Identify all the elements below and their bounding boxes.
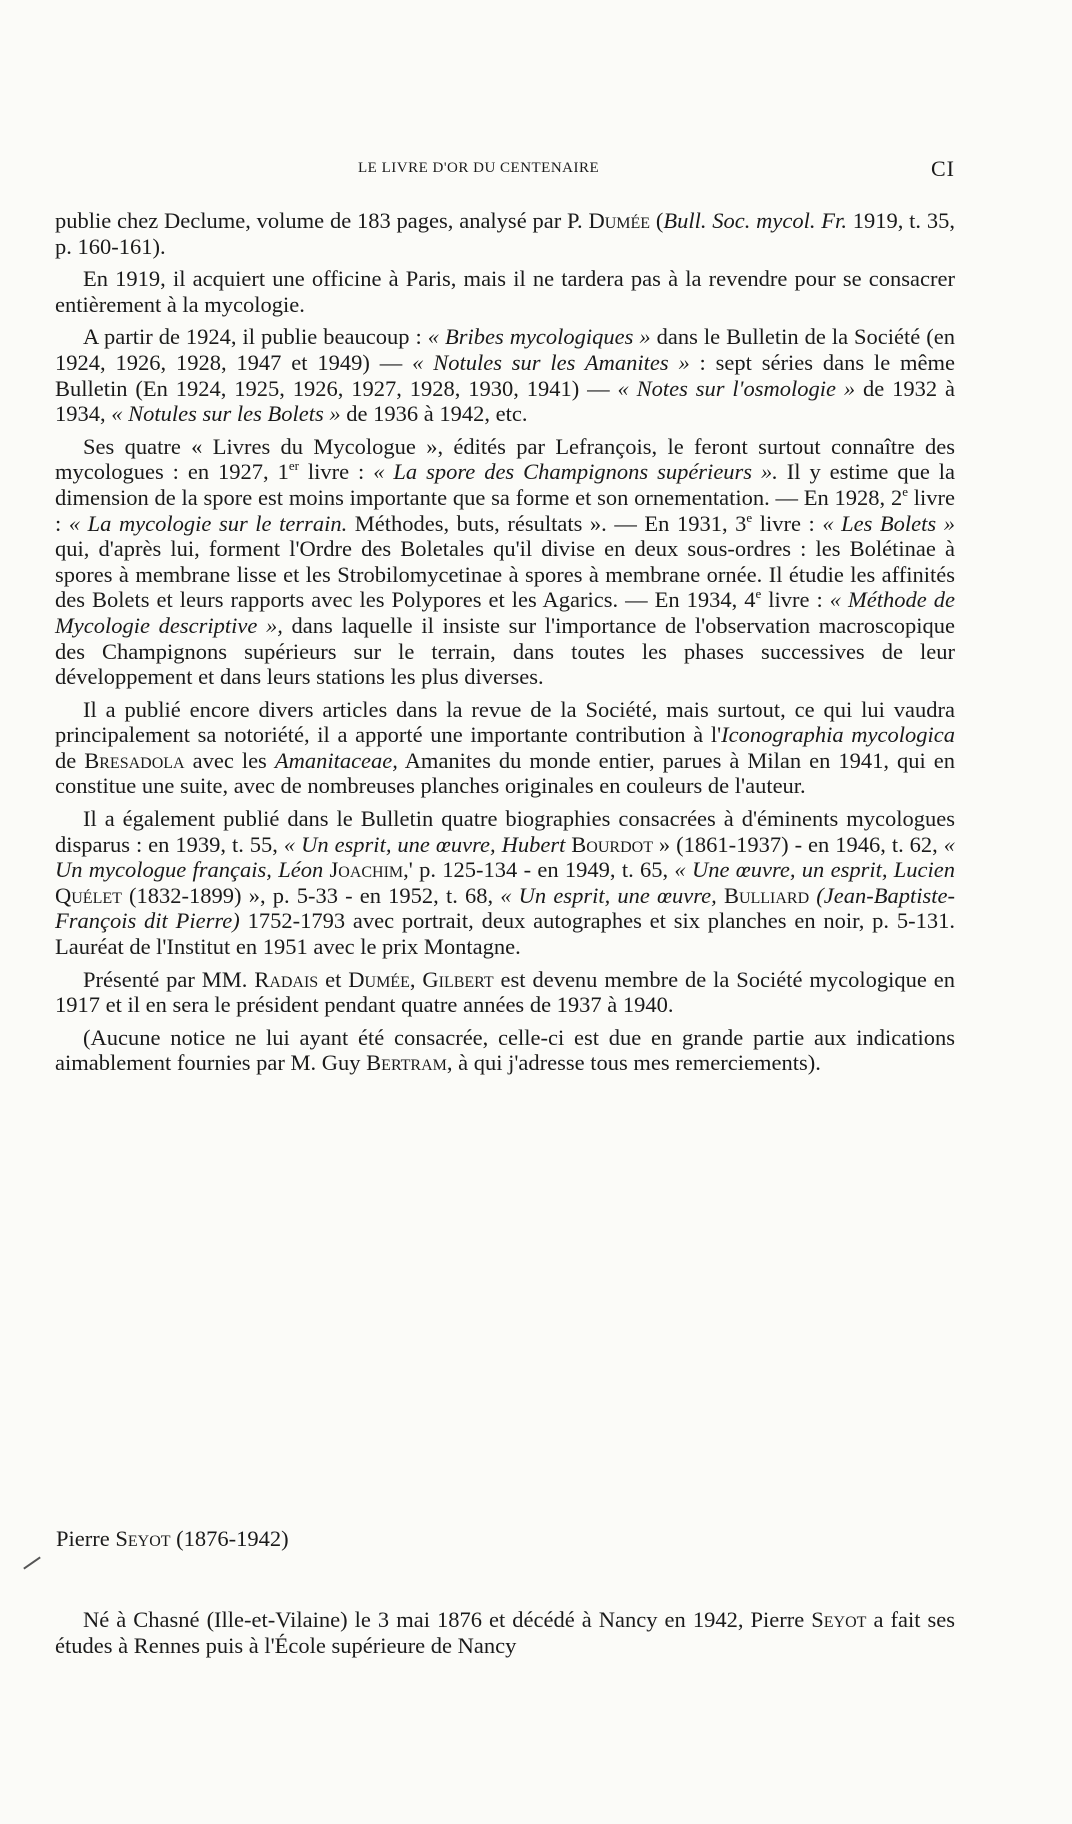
paragraph-1: publie chez Declume, volume de 183 pages, analysé par P. Dumée (Bull. Soc. mycol. Fr. 1919, t. 35, p. 160-161). [55,208,955,259]
author-name: Quélet [55,882,122,908]
author-name: Seyot [811,1607,867,1632]
margin-pencil-mark [23,1556,41,1569]
paragraph-3: A partir de 1924, il publie beaucoup : « Bribes mycologiques » dans le Bulletin de la Société (en 1924, 1926, 1928, 1947 et 1949) — « Notules sur les Amanites » : sept séries dans le même Bulletin (En 1924, 1925, 1926, 1927, 1928, 1930, 1941) — « Notes sur l'osmologie » de 1932 à 1934, « Notules sur les Bolets » de 1936 à 1942, etc. [55,324,956,427]
paragraph-8: (Aucune notice ne lui ayant été consacrée, celle-ci est due en grande partie aux indications aimablement fournies par M. Guy Bertram, à qui j'adresse tous mes remerciements). [55,1024,955,1076]
paragraph-5: Il a publié encore divers articles dans la revue de la Société, mais surtout, ce qui lui vaudra principalement sa notoriété, il a apporté une importante contribution à l'Iconographia mycologica de Bresadola avec les Amanitaceae, Amanites du monde entier, parues à Milan en 1941, qui en constitue une suite, avec de nombreuses planches originales en couleurs de l'auteur. [55,696,955,799]
body-text [55,208,955,1083]
author-name: Radais [254,966,319,992]
paragraph-4: Ses quatre « Livres du Mycologue », édités par Lefrançois, le feront surtout connaître des mycologues : en 1927, 1er livre : « La spore des Champignons supérieurs ». Il y estime que la dimension de la spore est moins importante que sa forme et son ornementation. — En 1928, 2e livre : « La mycologie sur le terrain. Méthodes, buts, résultats ». — En 1931, 3e livre : « Les Bolets » qui, d'après lui, forment l'Ordre des Boletales qu'il divise en deux sous-ordres : les Bolétinae à spores à membrane lisse et les Strobilomycetinae à spores à membrane ornée. Il étudie les affinités des Bolets et leurs rapports avec les Polypores et les Agarics. — En 1934, 4e livre : « Méthode de Mycologie descriptive », dans laquelle il insiste sur l'importance de l'observation macroscopique des Champignons supérieurs sur le terrain, dans toutes les phases successives de leur développement et dans leurs stations les plus diverses. [55,433,956,690]
section-body [55,1607,955,1659]
author-name: Dumée [588,208,651,233]
page-number: CI [931,156,955,181]
author-name: Seyot [115,1526,171,1551]
author-name: Bertram [366,1050,447,1076]
author-name: Bourdot [571,831,653,857]
paragraph-2: En 1919, il acquiert une officine à Paris, mais il ne tardera pas à la revendre pour se consacrer entièrement à la mycologie. [55,266,955,317]
paragraph-7: Présenté par MM. Radais et Dumée, Gilbert est devenu membre de la Société mycologique en 1917 et il en sera le président pendant quatre années de 1937 à 1940. [55,966,955,1018]
author-name: Bulliard [723,882,810,908]
author-name: Bresadola [84,747,185,773]
section-heading: Pierre Seyot (1876-1942) [56,1526,289,1551]
author-name: Gilbert [422,966,494,992]
paragraph-6: Il a également publié dans le Bulletin quatre biographies consacrées à d'éminents mycologues disparus : en 1939, t. 55, « Un esprit, une œuvre, Hubert Bourdot » (1861-1937) - en 1946, t. 62, « Un mycologue français, Léon Joachim,' p. 125-134 - en 1949, t. 65, « Une œuvre, un esprit, Lucien Quélet (1832-1899) », p. 5-33 - en 1952, t. 68, « Un esprit, une œuvre, Bulliard (Jean-Baptiste-François dit Pierre) 1752-1793 avec portrait, deux autographes et six planches en noir, p. 5-131. Lauréat de l'Institut en 1951 avec le prix Montagne. [55,806,956,960]
section-paragraph: Né à Chasné (Ille-et-Vilaine) le 3 mai 1876 et décédé à Nancy en 1942, Pierre Seyot a fait ses études à Rennes puis à l'École supérieure de Nancy [55,1607,955,1658]
author-name: Dumée [348,966,410,992]
author-name: Joachim [329,857,404,883]
running-title: LE LIVRE D'OR DU CENTENAIRE [358,160,600,176]
page-header [55,158,955,188]
